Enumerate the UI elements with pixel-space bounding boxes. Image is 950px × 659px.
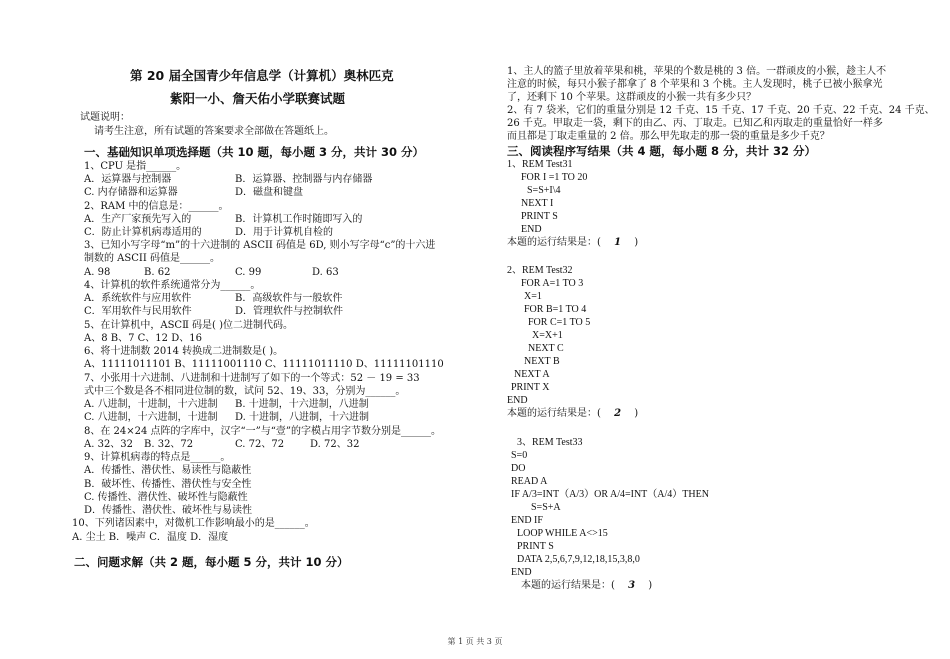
result-label: 本题的运行结果是：(	[507, 408, 601, 419]
q3-option-b: B. 62	[144, 267, 171, 278]
q7-option-c: C. 八进制，十六进制，十进制	[84, 412, 218, 423]
prog2-result	[507, 408, 638, 420]
prog2-line: FOR B=1 TO 4	[524, 304, 587, 315]
prog3-line: S=0	[511, 450, 528, 461]
q1-option-c: C. 内存储器和运算器	[84, 187, 178, 198]
prog1-line: 1、REM Test31	[507, 159, 573, 170]
prog1-line: END	[521, 224, 542, 235]
prog3-line: READ A	[511, 476, 548, 487]
exam-title: 第 20 届全国青少年信息学（计算机）奥林匹克	[130, 68, 394, 83]
result-close: )	[634, 237, 639, 248]
prog1-result	[507, 237, 638, 249]
prog2-line: END	[507, 395, 528, 406]
prog2-line: FOR A=1 TO 3	[521, 278, 584, 289]
result-close: )	[634, 408, 639, 419]
q8-option-b: B. 32、72	[144, 439, 194, 450]
prog1-line: NEXT I	[521, 198, 554, 209]
prog3-line: END	[511, 567, 532, 578]
q5-stem: 5、在计算机中，ASCⅡ 码是( )位二进制代码。	[84, 320, 294, 331]
q4-option-d: D．管理软件与控制软件	[235, 306, 344, 317]
section3-heading: 三、阅读程序写结果（共 4 题，每小题 8 分，共计 32 分）	[507, 144, 817, 158]
prog3-line: PRINT S	[517, 541, 554, 552]
prog2-line: NEXT A	[514, 369, 550, 380]
q10-stem: 10、下列诸因素中，对微机工作影响最小的是______。	[72, 518, 315, 529]
section1-heading: 一、基础知识单项选择题（共 10 题，每小题 3 分，共计 30 分）	[84, 145, 425, 159]
q3-stem-cont: 制数的 ASCII 码值是______。	[84, 253, 220, 264]
q3-option-c: C. 99	[235, 267, 262, 278]
q5-options: A、8 B、7 C、12 D、16	[84, 333, 202, 344]
result-label: 本题的运行结果是：(	[507, 237, 601, 248]
problem2-line2: 26 千克。甲取走一袋，剩下的由乙、丙、丁取走。已知乙和丙取走的重量恰好一样多	[507, 118, 883, 129]
q3-option-d: D. 63	[312, 267, 339, 278]
problem2-line3: 而且都是丁取走重量的 2 倍。那么甲先取走的那一袋的重量是多少千克？	[507, 131, 830, 142]
prog2-line: X=X+1	[532, 330, 563, 341]
prog3-line: DO	[511, 463, 526, 474]
q7-option-a: A. 八进制，十进制，十六进制	[84, 399, 218, 410]
q9-option-a: A．传播性、潜伏性、易读性与隐蔽性	[84, 465, 252, 476]
prog1-answer: 1	[614, 237, 622, 248]
q4-option-a: A．系统软件与应用软件	[84, 293, 192, 304]
prog2-line: PRINT X	[511, 382, 550, 393]
prog2-line: 2、REM Test32	[507, 265, 573, 276]
q6-stem: 6、将十进制数 2014 转换成二进制数是( )。	[84, 346, 284, 357]
q2-stem: 2、RAM 中的信息是：______。	[84, 201, 229, 212]
prog2-line: X=1	[524, 291, 542, 302]
prog3-line: LOOP WHILE A<>15	[517, 528, 608, 539]
q9-option-c: C. 传播性、潜伏性、破坏性与隐蔽性	[84, 492, 248, 503]
prog2-line: NEXT B	[524, 356, 560, 367]
q1-option-d: D．磁盘和键盘	[235, 187, 304, 198]
q3-option-a: A. 98	[84, 267, 111, 278]
q8-stem: 8、在 24×24 点阵的字库中，汉字“一”与“壹”的字模占用字节数分别是______。	[84, 426, 441, 437]
q8-option-c: C. 72、72	[235, 439, 285, 450]
prog2-line: FOR C=1 TO 5	[528, 317, 591, 328]
q2-option-d: D．用于计算机自检的	[235, 227, 334, 238]
q7-option-d: D. 十进制，八进制，十六进制	[235, 412, 370, 423]
result-label: 本题的运行结果是：(	[521, 580, 615, 591]
q1-option-a: A．运算器与控制器	[84, 174, 172, 185]
q9-option-d: D．传播性、潜伏性、破坏性与易读性	[84, 505, 253, 516]
problem1-line3: 了，还剩下 10 个苹果。这群顽皮的小猴一共有多少只？	[507, 92, 757, 103]
q10-options: A. 尘土 B．噪声 C．温度 D．湿度	[72, 532, 229, 543]
problem1-line2: 注意的时候，每只小猴子都拿了 8 个苹果和 3 个桃。主人发现时，桃子已被小猴拿光	[507, 79, 883, 90]
q8-option-d: D. 72、32	[310, 439, 360, 450]
q8-option-a: A. 32、32	[84, 439, 134, 450]
q9-option-b: B．破坏性、传播性、潜伏性与安全性	[84, 479, 252, 490]
prog3-line: 3、REM Test33	[517, 437, 583, 448]
prog3-result	[521, 580, 652, 592]
instructions-label: 试题说明：	[80, 112, 130, 123]
instructions-text: 请考生注意，所有试题的答案要求全部做在答题纸上。	[94, 126, 334, 137]
section2-heading: 二、问题求解（共 2 题，每小题 5 分，共计 10 分）	[74, 555, 349, 569]
q4-option-b: B．高级软件与一般软件	[235, 293, 343, 304]
prog1-line: S=S+I\4	[527, 185, 561, 196]
q7-option-b: B. 十进制，十六进制，八进制	[235, 399, 369, 410]
q1-stem: 1、CPU 是指______。	[84, 161, 187, 172]
q2-option-b: B．计算机工作时随即写入的	[235, 214, 363, 225]
q7-stem-cont: 式中三个数是各不相同进位制的数，试问 52、19、33，分别为______。	[84, 386, 406, 397]
prog3-line: END IF	[511, 515, 543, 526]
q9-stem: 9、计算机病毒的特点是______。	[84, 452, 231, 463]
prog3-answer: 3	[628, 580, 636, 591]
prog3-line: DATA 2,5,6,7,9,12,18,15,3,8,0	[517, 554, 640, 565]
problem2-line1: 2、有 7 袋米，它们的重量分别是 12 千克、15 千克、17 千克、20 千克、22 千克、24 千克、	[507, 105, 935, 116]
q3-stem: 3、已知小写字母“m”的十六进制的 ASCII 码值是 6D, 则小写字母“c”的十六进	[84, 240, 436, 251]
prog3-line: S=S+A	[531, 502, 561, 513]
q6-options: A、11111011101 B、11111001110 C、11111011110 D、11111101110	[84, 359, 444, 370]
prog1-line: FOR I =1 TO 20	[521, 172, 588, 183]
q4-stem: 4、计算机的软件系统通常分为______。	[84, 280, 261, 291]
prog1-line: PRINT S	[521, 211, 558, 222]
prog2-line: NEXT C	[528, 343, 564, 354]
prog3-line: IF A/3=INT（A/3）OR A/4=INT（A/4）THEN	[511, 489, 709, 500]
q1-option-b: B．运算器、控制器与内存储器	[235, 174, 373, 185]
problem1-line1: 1、主人的篮子里放着苹果和桃，苹果的个数是桃的 3 倍。一群顽皮的小猴，趁主人不	[507, 66, 887, 77]
q4-option-c: C．军用软件与民用软件	[84, 306, 192, 317]
q7-stem: 7、小张用十六进制、八进制和十进制写了如下的一个等式：52 － 19 = 33	[84, 373, 420, 384]
exam-subtitle: 紫阳一小、詹天佑小学联赛试题	[170, 91, 346, 106]
page-footer: 第 1 页 共 3 页	[447, 637, 503, 646]
prog2-answer: 2	[614, 408, 622, 419]
q2-option-a: A．生产厂家预先写入的	[84, 214, 192, 225]
q2-option-c: C．防止计算机病毒适用的	[84, 227, 202, 238]
result-close: )	[648, 580, 653, 591]
